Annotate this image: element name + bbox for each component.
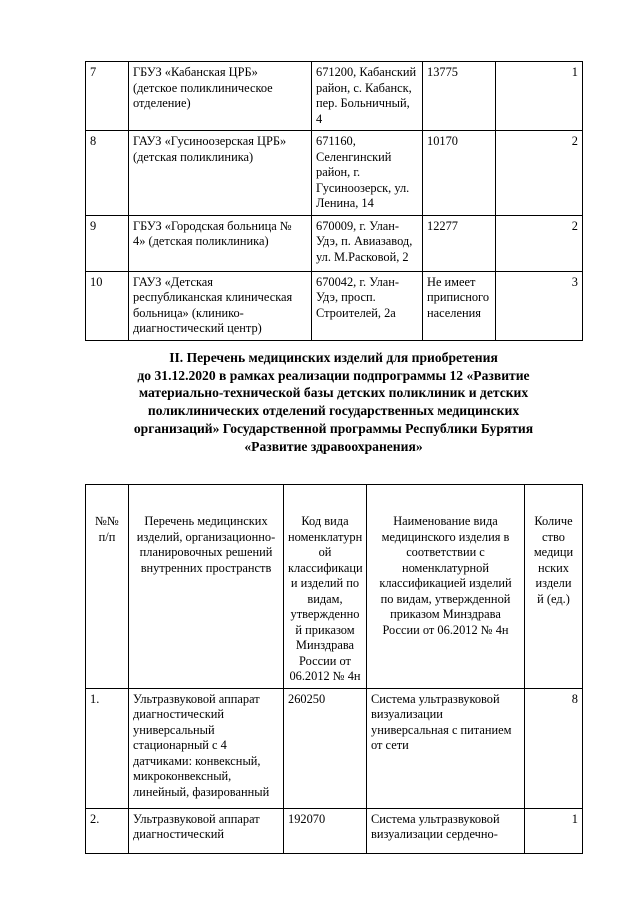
row-number: 10 xyxy=(86,271,129,340)
quantity: 1 xyxy=(525,808,583,853)
facility-address: 671200, Кабанский район, с. Кабанск, пер. Больничный, 4 xyxy=(312,62,423,131)
attached-population: 13775 xyxy=(423,62,496,131)
item-count: 2 xyxy=(496,215,583,271)
item-count: 2 xyxy=(496,131,583,216)
classification-code: 192070 xyxy=(284,808,367,853)
facility-address: 670042, г. Улан- Удэ, просп. Строителей, 2а xyxy=(312,271,423,340)
table-row xyxy=(86,271,583,340)
header-classification-code: Код вида номенклатурн ой классификаци и изделий по видам, утвержденно й приказом Минздрава России от 06.2012 № 4н xyxy=(284,485,367,689)
medical-devices-table xyxy=(85,484,583,854)
table-row xyxy=(86,808,583,853)
table-row xyxy=(86,215,583,271)
facilities-table xyxy=(85,61,583,341)
attached-population: Не имеет приписного населения xyxy=(423,271,496,340)
header-type-name: Наименование вида медицинского изделия в соответствии с номенклатурной классификацией изделий по видам, утвержденной приказом Минздрава России от 06.2012 № 4н xyxy=(367,485,525,689)
type-name: Система ультразвуковой визуализации универсальная с питанием от сети xyxy=(367,688,525,808)
table-row xyxy=(86,131,583,216)
item-count: 3 xyxy=(496,271,583,340)
facility-name: ГБУЗ «Кабанская ЦРБ» (детское поликлиническое отделение) xyxy=(129,62,312,131)
table-row xyxy=(86,688,583,808)
type-name: Система ультразвуковой визуализации сердечно- xyxy=(367,808,525,853)
header-row xyxy=(86,485,583,689)
header-quantity: Количе ство медици нских издели й (ед.) xyxy=(525,485,583,689)
item-description: Ультразвуковой аппарат диагностический xyxy=(129,808,284,853)
section-title: II. Перечень медицинских изделий для приобретения до 31.12.2020 в рамках реализации подпрограммы 12 «Развитие материально-технической базы детских поликлиник и детских поликлинических отделений государственных медицинских организаций» Государственной программы Республики Бурятия «Развитие здравоохранения» xyxy=(133,350,534,454)
facility-address: 670009, г. Улан- Удэ, п. Авиазавод, ул. М.Расковой, 2 xyxy=(312,215,423,271)
quantity: 8 xyxy=(525,688,583,808)
row-number: 2. xyxy=(86,808,129,853)
attached-population: 12277 xyxy=(423,215,496,271)
facility-name: ГАУЗ «Детская республиканская клиническая больница» (клинико- диагностический центр) xyxy=(129,271,312,340)
item-description: Ультразвуковой аппарат диагностический универсальный стационарный с 4 датчиками: конвексный, микроконвексный, линейный, фазированный xyxy=(129,688,284,808)
facility-name: ГБУЗ «Городская больница № 4» (детская поликлиника) xyxy=(129,215,312,271)
facility-address: 671160, Селенгинский район, г. Гусиноозерск, ул. Ленина, 14 xyxy=(312,131,423,216)
header-number: №№ п/п xyxy=(86,485,129,689)
attached-population: 10170 xyxy=(423,131,496,216)
item-count: 1 xyxy=(496,62,583,131)
classification-code: 260250 xyxy=(284,688,367,808)
table-row xyxy=(86,62,583,131)
row-number: 8 xyxy=(86,131,129,216)
row-number: 1. xyxy=(86,688,129,808)
facility-name: ГАУЗ «Гусиноозерская ЦРБ» (детская поликлиника) xyxy=(129,131,312,216)
header-items-list: Перечень медицинских изделий, организационно- планировочных решений внутренних пространств xyxy=(129,485,284,689)
row-number: 9 xyxy=(86,215,129,271)
row-number: 7 xyxy=(86,62,129,131)
